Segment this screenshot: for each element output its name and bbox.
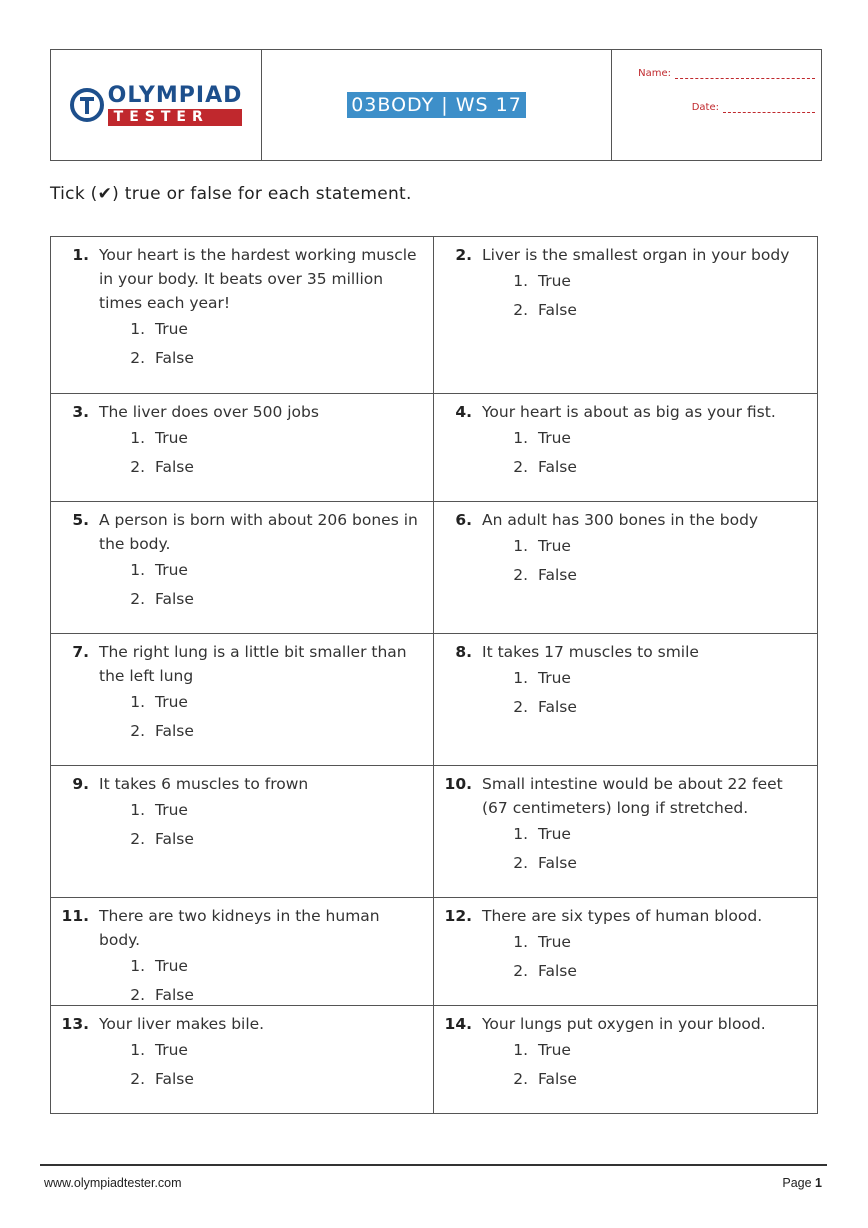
question [444,640,807,664]
option-number: 1. [130,429,145,447]
option-false[interactable] [444,957,807,986]
option-label: False [155,349,194,367]
worksheet-title: 03BODY | WS 17 [347,92,526,118]
option-false[interactable] [444,849,807,878]
question [61,772,423,796]
question-text: Liver is the smallest organ in your body [482,246,790,264]
option-number: 1. [130,693,145,711]
option-number: 2. [513,962,528,980]
option-label: True [538,272,571,290]
option-true[interactable] [61,1036,423,1065]
question-number: 3. [72,403,89,421]
question-text: The liver does over 500 jobs [99,403,319,421]
question [61,400,423,424]
logo-cell [51,50,262,160]
question-cell [51,766,434,897]
option-false[interactable] [61,825,423,854]
option-label: True [155,801,188,819]
question-cell [51,502,434,633]
option-label: False [538,854,577,872]
option-true[interactable] [444,267,807,296]
option-false[interactable] [61,344,423,373]
option-label: False [538,962,577,980]
option-label: False [155,830,194,848]
question-number: 1. [72,246,89,264]
logo-text-top: OLYMPIAD [107,82,243,108]
question [61,904,423,952]
option-label: False [155,986,194,1004]
option-number: 2. [513,854,528,872]
question-row [51,501,817,633]
option-label: True [538,825,571,843]
question-number: 4. [455,403,472,421]
questions-grid [50,236,818,1114]
question-cell [51,1006,434,1113]
option-label: True [538,1041,571,1059]
option-label: True [538,669,571,687]
question-row [51,393,817,501]
question-cell [434,766,817,897]
question-row [51,633,817,765]
option-label: True [538,933,571,951]
question-cell [434,237,817,393]
option-number: 1. [513,272,528,290]
question-text: Your heart is about as big as your fist. [482,403,776,421]
question [61,640,423,688]
option-number: 2. [130,1070,145,1088]
option-number: 1. [513,1041,528,1059]
name-line[interactable] [675,78,815,79]
option-true[interactable] [61,688,423,717]
question-text: An adult has 300 bones in the body [482,511,759,529]
option-true[interactable] [444,664,807,693]
question-number: 7. [72,643,89,661]
name-date-cell [612,50,821,160]
question-cell [434,634,817,765]
question-cell [434,502,817,633]
olympiad-tester-logo [70,82,243,126]
question [444,400,807,424]
question-text: There are six types of human blood. [482,907,763,925]
option-number: 1. [130,1041,145,1059]
question-number: 9. [72,775,89,793]
option-true[interactable] [61,315,423,344]
option-number: 1. [513,933,528,951]
question-row [51,765,817,897]
option-true[interactable] [444,928,807,957]
question [444,1012,807,1036]
option-label: True [155,1041,188,1059]
option-number: 1. [513,537,528,555]
question-number: 5. [72,511,89,529]
question-number: 6. [455,511,472,529]
option-true[interactable] [61,556,423,585]
option-label: False [538,1070,577,1088]
option-number: 1. [513,669,528,687]
question-row [51,237,817,393]
question-cell [51,898,434,1005]
option-label: False [155,722,194,740]
option-number: 1. [513,429,528,447]
question-number: 14. [444,1015,472,1033]
question [444,243,807,267]
option-number: 2. [513,301,528,319]
question-text: A person is born with about 206 bones in the body. [99,511,418,553]
question [61,243,423,315]
option-true[interactable] [444,424,807,453]
question [444,904,807,928]
option-label: True [155,561,188,579]
question-cell [434,394,817,501]
name-label: Name: [638,68,671,79]
question-number: 12. [444,907,472,925]
option-label: False [155,590,194,608]
date-line[interactable] [723,112,815,113]
question-text: Your liver makes bile. [99,1015,265,1033]
question-text: Your lungs put oxygen in your blood. [482,1015,766,1033]
question-row [51,1005,817,1113]
option-false[interactable] [61,453,423,482]
option-label: False [538,698,577,716]
footer-divider [40,1164,827,1166]
question [61,1012,423,1036]
option-label: True [155,957,188,975]
logo-text-bottom: TESTER [108,109,243,126]
question-cell [51,237,434,393]
option-true[interactable] [61,424,423,453]
option-false[interactable] [61,717,423,746]
question-number: 2. [455,246,472,264]
question-number: 13. [61,1015,89,1033]
footer-website: www.olympiadtester.com [44,1176,182,1190]
question-cell [51,634,434,765]
question-text: There are two kidneys in the human body. [99,907,380,949]
worksheet-header [50,49,822,161]
option-number: 2. [130,590,145,608]
date-field[interactable] [692,102,815,113]
page-label: Page [782,1176,812,1190]
option-number: 1. [130,561,145,579]
option-number: 2. [130,986,145,1004]
question-text: The right lung is a little bit smaller than the left lung [99,643,407,685]
option-true[interactable] [444,1036,807,1065]
option-label: False [538,458,577,476]
name-field[interactable] [638,68,815,79]
option-number: 1. [130,957,145,975]
option-false[interactable] [444,296,807,325]
page-number: 1 [815,1176,822,1190]
option-number: 2. [513,566,528,584]
option-label: False [155,1070,194,1088]
question-cell [434,1006,817,1113]
option-label: True [155,320,188,338]
option-number: 2. [513,458,528,476]
option-label: True [155,429,188,447]
question-number: 10. [444,775,472,793]
option-true[interactable] [61,952,423,981]
option-label: True [538,429,571,447]
title-cell [262,50,612,160]
option-true[interactable] [444,532,807,561]
option-label: True [538,537,571,555]
option-true[interactable] [444,820,807,849]
option-false[interactable] [444,453,807,482]
question-text: Small intestine would be about 22 feet (67 centimeters) long if stretched. [482,775,783,817]
footer-page [782,1176,822,1190]
option-false[interactable] [444,561,807,590]
option-number: 2. [130,458,145,476]
question [61,508,423,556]
option-false[interactable] [61,1065,423,1094]
option-number: 1. [130,801,145,819]
question [444,508,807,532]
option-number: 2. [513,698,528,716]
option-label: False [538,566,577,584]
instruction-text: Tick (✔) true or false for each statement. [50,184,412,204]
question-number: 8. [455,643,472,661]
date-label: Date: [691,102,719,113]
option-number: 2. [513,1070,528,1088]
logo-mark-icon [70,88,104,122]
option-label: False [155,458,194,476]
option-false[interactable] [61,585,423,614]
question-cell [434,898,817,1005]
option-label: False [538,301,577,319]
option-true[interactable] [61,796,423,825]
question [444,772,807,820]
question-text: It takes 17 muscles to smile [482,643,699,661]
question-number: 11. [61,907,89,925]
question-text: It takes 6 muscles to frown [99,775,309,793]
option-number: 2. [130,722,145,740]
option-label: True [155,693,188,711]
question-cell [51,394,434,501]
option-false[interactable] [444,693,807,722]
option-number: 2. [130,830,145,848]
question-text: Your heart is the hardest working muscle in your body. It beats over 35 million times each year! [99,246,417,312]
option-false[interactable] [444,1065,807,1094]
option-number: 1. [513,825,528,843]
option-number: 2. [130,349,145,367]
option-number: 1. [130,320,145,338]
question-row [51,897,817,1005]
